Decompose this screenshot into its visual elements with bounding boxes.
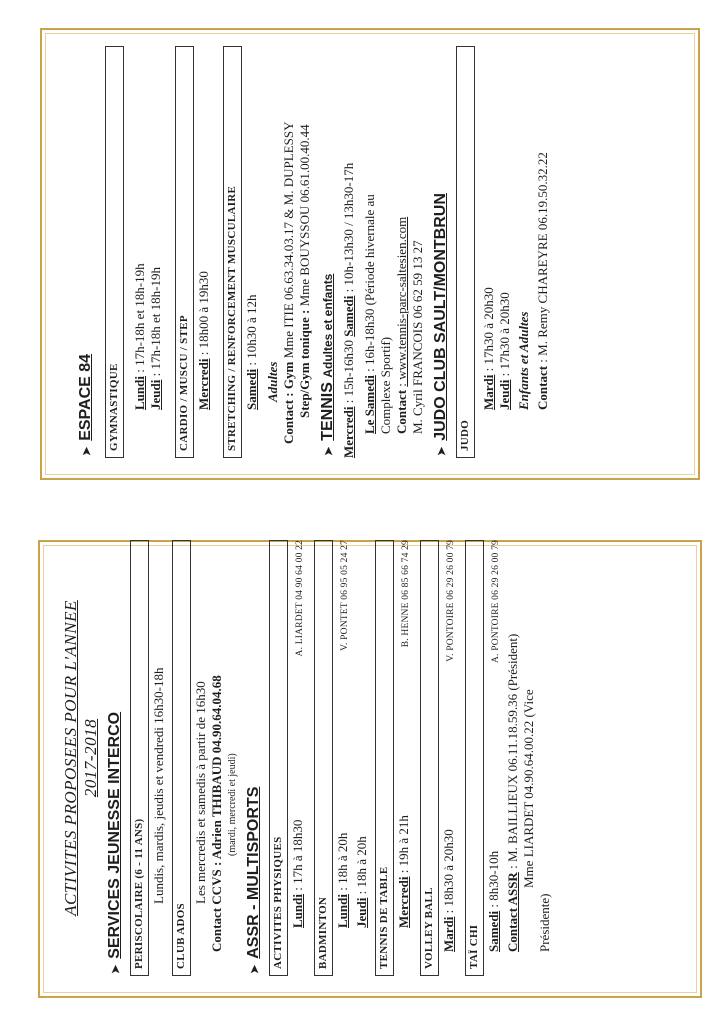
assr-contact-line2: Mme LIARDET 04.90.64.00.22 (Vice [521, 689, 536, 888]
adultes-label: Adultes [265, 361, 280, 402]
tennis-row-3: Complexe Sportif) [378, 336, 393, 434]
tennis-contact: Contact : www.tennis-parc-saltesien.com [394, 216, 409, 434]
volley-ball-box: VOLLEY BALL [420, 540, 439, 976]
activites-physiques-row: Lundi : 17h à 18h30 A. LIARDET 04 90 64 00 22 [290, 540, 308, 976]
club-ados-contact: Contact CCVS : Adrien THIBAUD 04.90.64.04.68 [209, 675, 224, 952]
club-ados-box: CLUB ADOS [172, 540, 191, 976]
badminton-row-2: Jeudi : 18h à 20h [354, 836, 369, 928]
section-heading-assr: ➤ASSR - MULTISPORTS [245, 786, 262, 974]
right-page [58, 58, 678, 470]
page-title-line2: 2017-2018 [81, 718, 100, 798]
arrow-icon: ➤ [249, 964, 261, 974]
badminton-row: Lundi : 18h à 20h V. PONTET 06 95 05 24 27 [335, 540, 353, 976]
activites-physiques-contact: A. LIARDET 04 90 64 00 22 [295, 540, 305, 657]
arrow-icon: ➤ [81, 446, 93, 456]
assr-contact-line1: Contact ASSR : M. BAILLIEUX 06.11.18.59.36 (Président) [505, 633, 520, 952]
tennis-row-1: Mercredi : 15h-16h30 Samedi : 10h-13h30 / 13h30-17h [341, 162, 356, 458]
tai-chi-box: TAÏ CHI [465, 540, 484, 976]
left-page [55, 540, 695, 988]
periscolaire-box: PERISCOLAIRE (6 - 11 ANS) [130, 540, 149, 976]
club-ados-contact-note: (mardi, mercredi et jeudi) [227, 753, 238, 856]
gymnastique-row-2: Jeudi : 17h-18h et 18h-19h [148, 267, 163, 410]
volley-ball-contact: V. PONTOIRE 06 29 26 00 79 [446, 540, 456, 662]
tennis-row-2: Le Samedi : 16h-18h30 (Période hivernale au [362, 194, 377, 434]
tennis-de-table-box: TENNIS DE TABLE [375, 540, 394, 976]
judo-who: Enfants et Adultes [516, 311, 531, 410]
tennis-de-table-contact: B. HENNE 06 85 66 74 29 [401, 540, 411, 648]
section-heading-tennis: ➤TENNIS Adultes et enfants [319, 273, 336, 456]
page-title-line1: ACTIVITES PROPOSEES POUR L'ANNEE [61, 600, 80, 916]
assr-contact-line3: Présidente) [537, 893, 552, 952]
badminton-box: BADMINTON [314, 540, 333, 976]
club-ados-text: Les mercredis et samedis à partir de 16h30 [193, 681, 208, 904]
activites-physiques-box: ACTIVITES PHYSIQUES [269, 540, 288, 976]
arrow-icon: ➤ [323, 446, 335, 456]
gym-contact: Contact : Gym Mme ITIE 06.63.34.03.17 & M. DUPLESSY [281, 121, 296, 444]
section-heading-espace-84: ➤ESPACE 84 [77, 353, 94, 456]
gymnastique-box: GYMNASTIQUE [105, 46, 124, 458]
cardio-box: CARDIO / MUSCU / STEP [175, 46, 194, 458]
badminton-contact: V. PONTET 06 95 05 24 27 [340, 540, 350, 651]
gymnastique-row-1: Lundi : 17h-18h et 18h-19h [132, 263, 147, 410]
tennis-de-table-row: Mercredi : 19h à 21h B. HENNE 06 85 66 74 29 [396, 540, 414, 976]
tai-chi-contact: A. PONTOIRE 06 29 26 00 79 [491, 540, 501, 663]
stretching-row: Samedi : 10h30 à 12h [244, 294, 259, 410]
judo-box: JUDO [456, 46, 475, 458]
judo-row-1: Mardi : 17h30 à 20h30 [481, 287, 496, 410]
judo-contact: Contact : M. Remy CHAREYRE 06.19.50.32.22 [535, 152, 550, 410]
section-heading-judo-club: ➤JUDO CLUB SAULT/MONTBRUN [432, 193, 449, 456]
cardio-row: Mercredi : 18h00 à 19h30 [196, 271, 211, 410]
step-contact: Step/Gym tonique : Mme BOUYSSOU 06.61.00.40.44 [297, 124, 312, 418]
tai-chi-row: Samedi : 8h30-10h A. PONTOIRE 06 29 26 00 79 [486, 540, 504, 976]
arrow-icon: ➤ [436, 446, 448, 456]
volley-ball-row: Mardi : 18h30 à 20h30 V. PONTOIRE 06 29 26 00 79 [441, 540, 459, 976]
periscolaire-text: Lundis, mardis, jeudis et vendredi 16h30-18h [151, 667, 166, 904]
judo-row-2: Jeudi : 17h30 à 20h30 [497, 292, 512, 410]
tennis-contact-name: M. Cyril FRANCOIS 06 62 59 13 27 [410, 240, 425, 434]
stretching-box: STRETCHING / RENFORCEMENT MUSCULAIRE [223, 46, 242, 458]
arrow-icon: ➤ [110, 964, 122, 974]
section-heading-services-jeunesse: ➤SERVICES JEUNESSE INTERCO [106, 711, 123, 974]
